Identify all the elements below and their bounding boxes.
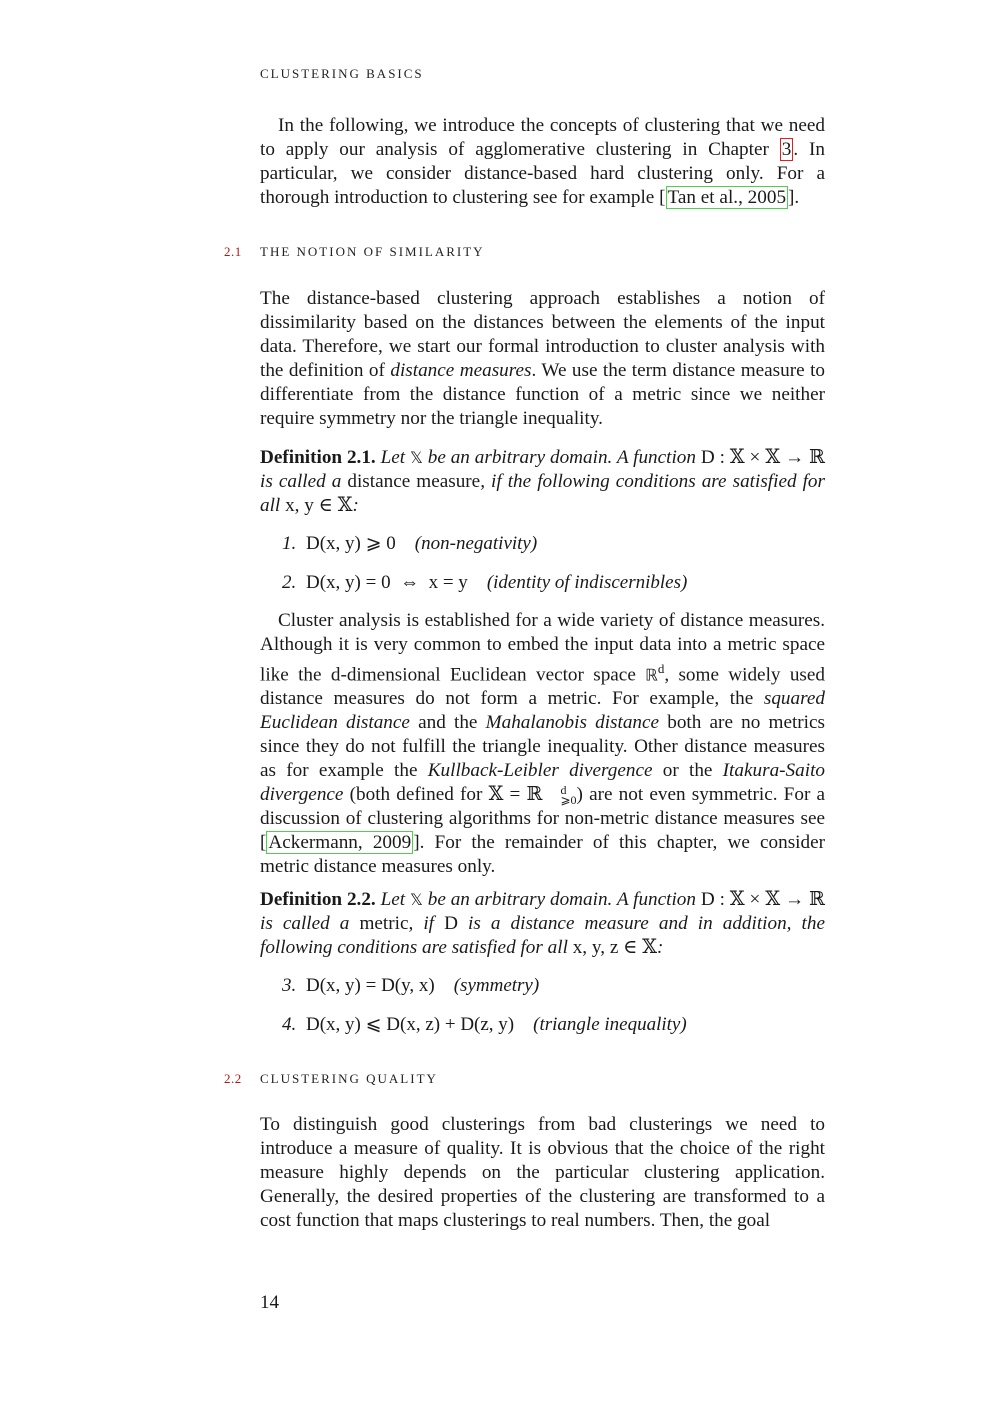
def-text: , if the following conditions are satisfied for all: [260, 471, 825, 516]
item-formula: D(x, y) = D(y, x): [306, 975, 435, 996]
function-signature: D : 𝕏 × 𝕏 → ℝ: [700, 889, 825, 910]
condition-item: [282, 532, 537, 556]
def-text: be an arbitrary domain. A function: [422, 889, 701, 910]
para-text: , some widely used distance measures do not form a metric. For example, the: [260, 664, 825, 710]
domain-symbol: 𝕏: [409, 448, 423, 467]
distance-symbol: D: [444, 913, 458, 934]
def-text: , if: [408, 913, 445, 934]
condition-item: [282, 571, 687, 595]
domain-symbol: 𝕏: [409, 890, 423, 909]
domain-sup: d: [560, 783, 567, 798]
def-text: :: [657, 937, 664, 958]
section-heading-2-1: [224, 244, 485, 260]
term-itakura-saito: Itakura-Saito divergence: [260, 760, 825, 806]
similarity-text-a: The distance-based clustering approach establishes a notion of dissimilarity based on the distances between the elements of the input data. Therefore, we start our formal introduction to cluster analysis with the definition of: [260, 288, 825, 381]
definition-label: Definition 2.1.: [260, 447, 376, 468]
para-text: both are no metrics since they do not fulfill the triangle inequality. Other distance measures as for example the: [260, 712, 825, 782]
defined-term: distance measure: [347, 471, 481, 492]
section-heading-2-2: [224, 1071, 438, 1087]
item-number: 4.: [282, 1014, 297, 1035]
quality-text: To distinguish good clusterings from bad clusterings we need to introduce a measure of quality. It is obvious that the choice of the right measure highly depends on the particular clustering application. Generally, the desired properties of the clustering are transformed to a cost function that maps clusterings to real numbers. Then, the goal: [260, 1114, 825, 1231]
domain-sub: ⩾0: [560, 793, 577, 808]
item-note: (non-negativity): [414, 533, 538, 554]
condition-item: [282, 1013, 687, 1037]
dimension-sup: d: [657, 661, 665, 676]
citation-ackermann-2009[interactable]: Ackermann, 2009: [268, 832, 412, 854]
item-formula: D(x, y) ⩽ D(x, z) + D(z, y): [306, 1014, 515, 1035]
running-header: CLUSTERING BASICS: [260, 66, 424, 81]
quantified-vars: x, y, z ∈ 𝕏: [572, 937, 658, 958]
def-text: Let: [375, 889, 410, 910]
term-mahalanobis: Mahalanobis distance: [485, 712, 660, 734]
para-text: or the: [652, 760, 723, 782]
definition-2-2: [260, 888, 825, 960]
item-note: (symmetry): [453, 975, 540, 996]
section-title: CLUSTERING QUALITY: [260, 1071, 438, 1086]
definition-2-1: [260, 446, 825, 518]
section-title: THE NOTION OF SIMILARITY: [260, 244, 485, 259]
section-number: 2.1: [224, 244, 242, 259]
item-formula: D(x, y) = 0 ⇔ x = y: [306, 572, 468, 593]
quality-paragraph: [260, 1113, 825, 1233]
definition-label: Definition 2.2.: [260, 889, 376, 910]
domain-formula: 𝕏 = ℝ: [488, 784, 543, 806]
def-text: is called a: [260, 913, 360, 934]
cluster-analysis-paragraph: [260, 609, 825, 879]
para-text: ]. For the remainder of this chapter, we consider metric distance measures only.: [260, 832, 825, 878]
intro-text-b: . In particular, we consider distance-based hard clustering only. For a thorough introduction to clustering see for example [: [260, 139, 826, 208]
term-distance-measures: distance measures: [390, 360, 532, 381]
function-signature: D : 𝕏 × 𝕏 → ℝ: [700, 447, 825, 468]
intro-paragraph: [260, 114, 825, 210]
para-text: ) are not even symmetric. For a discussion of clustering algorithms for non-metric distance measures see [: [260, 784, 826, 854]
real-space-symbol: ℝ: [645, 665, 658, 685]
similarity-text-b: . We use the term distance measure to differentiate from the distance function of a metric since we neither require symmetry nor the triangle inequality.: [260, 360, 825, 429]
def-text: :: [352, 495, 359, 516]
item-formula: D(x, y) ⩾ 0: [306, 533, 396, 554]
para-text: and the: [409, 712, 486, 734]
condition-item: [282, 974, 539, 998]
term-squared-euclidean: squared Euclidean distance: [260, 688, 825, 734]
def-text: be an arbitrary domain. A function: [422, 447, 701, 468]
item-note: (identity of indiscernibles): [486, 572, 688, 593]
similarity-paragraph: [260, 287, 825, 431]
domain-scripts: [542, 783, 577, 808]
citation-tan-2005[interactable]: Tan et al., 2005: [667, 187, 787, 208]
para-text: (both defined for: [343, 784, 489, 806]
para-text: Cluster analysis is established for a wide variety of distance measures. Although it is very common to embed the input data into a metric space like the d-dimensional Euclidean vector space: [260, 610, 825, 686]
item-number: 1.: [282, 533, 297, 554]
chapter-3-link[interactable]: 3: [781, 139, 792, 160]
quantified-vars: x, y ∈ 𝕏: [285, 495, 353, 516]
section-number: 2.2: [224, 1071, 242, 1086]
def-text: is called a: [260, 471, 348, 492]
page-number: 14: [260, 1292, 279, 1313]
defined-term: metric: [359, 913, 409, 934]
item-note: (triangle inequality): [533, 1014, 687, 1035]
def-text: is a distance measure and in addition, the following conditions are satisfied for all: [260, 913, 825, 958]
def-text: Let: [375, 447, 410, 468]
item-number: 2.: [282, 572, 297, 593]
intro-text-a: In the following, we introduce the concepts of clustering that we need to apply our analysis of agglomerative clustering in Chapter: [260, 115, 825, 160]
term-kullback-leibler: Kullback-Leibler divergence: [427, 760, 653, 782]
intro-text-c: ].: [788, 187, 800, 208]
item-number: 3.: [282, 975, 297, 996]
